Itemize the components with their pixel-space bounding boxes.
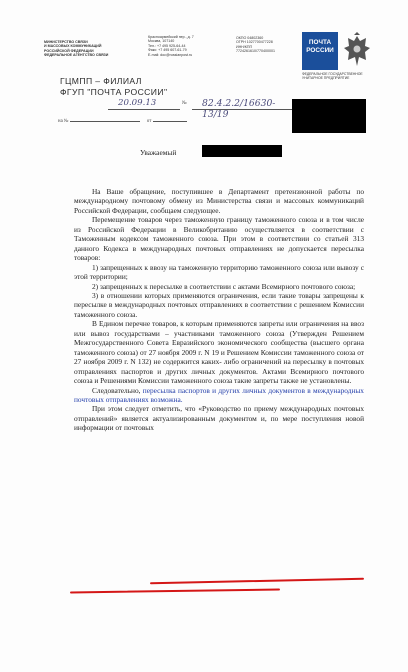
branch-name [60, 76, 167, 98]
redacted-name [202, 145, 282, 157]
from-label: от [146, 119, 152, 124]
code-line: ОГРН 1027700477228 [236, 40, 273, 45]
paragraph: При этом следует отметить, что «Руководство по приему международных почтовых отправлений» является актуализированным документом и, по мере поступления новой информации от почтовых [74, 404, 364, 433]
coat-of-arms-icon [342, 32, 372, 70]
paragraph: 1) запрещенных к ввозу на таможенную территорию таможенного союза или вывозу с этой территории; [74, 262, 364, 282]
ministry-line: МИНИСТЕРСТВО СВЯЗИ [44, 40, 88, 44]
ministry-line: РОССИЙСКОЙ ФЕДЕРАЦИИ [44, 48, 94, 53]
ministry-block [44, 40, 134, 58]
paragraph: Перемещение товаров через таможенную границу таможенного союза и в том числе из Российской Федерации в Великобританию осуществляется в соответствии с Таможенным кодексом таможенного союза. При этом в соответствии со статьей 313 данного Кодекса в международных почтовых отправлениях не допускается пересылка товаров: [74, 215, 364, 263]
letter-body [74, 187, 364, 433]
highlighted-conclusion: пересылка паспортов и других личных документов в международных почтовых отправлениях возможна. [74, 385, 364, 404]
on-label: на № [58, 119, 69, 124]
handwritten-number: 82.4.2.2/16630-13/19 [202, 98, 276, 120]
paragraph: 2) запрещенных к пересылке в соответствии с актами Всемирного почтового союза; [92, 281, 356, 291]
paragraph: На Ваше обращение, поступившее в Департамент претензионной работы по международному почтовому обмену из Министерства связи и массовых коммуникаций Российской Федерации, сообщаем следующее. [74, 187, 364, 215]
logo-caption: ФЕДЕРАЛЬНОЕ ГОСУДАРСТВЕННОЕ УНИТАРНОЕ ПРЕДПРИЯТИЕ [302, 72, 363, 80]
address-line: E-mail: doc@russianpost.ru [148, 52, 193, 57]
reference-line [56, 98, 278, 120]
ministry-line: ФЕДЕРАЛЬНОЕ АГЕНТСТВО СВЯЗИ [44, 53, 109, 58]
incoming-ref-line [58, 119, 187, 124]
address-line: Факс: +7 495 607-61-79 [148, 48, 187, 53]
red-underline-2 [70, 589, 280, 594]
number-label: № [182, 101, 187, 106]
address-line: Тел.: +7 495 925-64-44 [148, 43, 186, 48]
redacted-recipient [292, 99, 366, 133]
code-line: ОКПО 04802360 [236, 36, 264, 40]
paragraph: 3) в отношении которых применяются ограничения, если такие товары запрещены к пересылке в международных почтовых отправлениях в соответствии с решением Комиссии таможенного союза. [74, 290, 364, 319]
pochta-logo: ПОЧТА РОССИИ [302, 32, 338, 70]
codes-block [236, 36, 306, 54]
branch-line-2: ФГУП "ПОЧТА РОССИИ" [60, 87, 168, 97]
address-line: Москва, 107140 [148, 39, 175, 44]
address-block [148, 35, 228, 57]
date-underline [108, 109, 180, 110]
branch-line-1: ГЦМПП – ФИЛИАЛ [60, 76, 142, 86]
address-line: Красноармейский пер., д. 7 [148, 35, 194, 39]
salutation: Уважаемый [140, 148, 177, 157]
number-underline [192, 109, 308, 110]
code-line: ИНН/КПП [236, 44, 253, 49]
paragraph: В Едином перечне товаров, к которым применяются запреты или ограничения на ввоз или вывоз государствами – участниками таможенного союза (Утвержден Решением Межгосударственного Совета Евразийского экономического сообщества (высшего органа таможенного союза) от 27 ноября 2009 г. N 19 и Решением Комиссии таможенного союза от 27 ноября 2009 г. N 132) не содержится каких- либо ограничений на пересылку в почтовых отправлениях паспортов и других личных документов. Актами Всемирного почтового союза и Решениями Комиссии таможенного союза такие запреты также не установлены. [74, 319, 364, 386]
red-underline-1 [150, 578, 364, 584]
ministry-line: И МАССОВЫХ КОММУНИКАЦИЙ [44, 44, 102, 49]
conclusion-lead: Следовательно, [92, 385, 143, 395]
handwritten-date: 20.09.13 [118, 98, 157, 108]
code-line: 7724261610/770400001 [236, 49, 275, 54]
paragraph-conclusion [74, 386, 364, 405]
